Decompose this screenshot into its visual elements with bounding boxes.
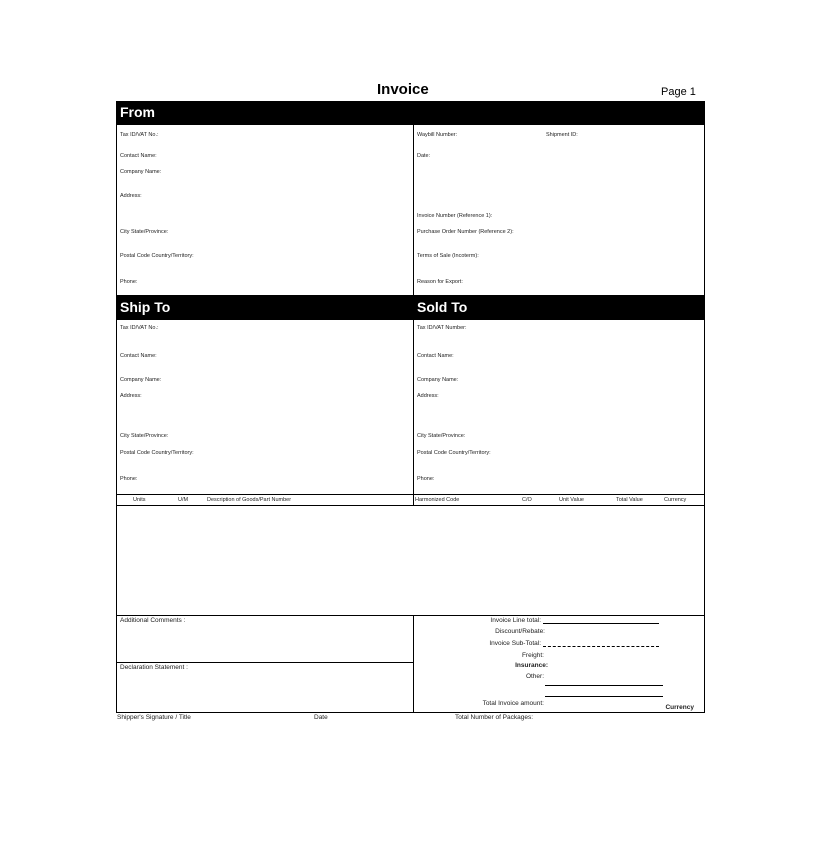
reason-for-export-label: Reason for Export: xyxy=(417,279,463,285)
subtotal-label: Invoice Sub-Total: xyxy=(489,640,541,647)
from-contact-name-label: Contact Name: xyxy=(120,153,157,159)
invoice-title: Invoice xyxy=(377,81,429,98)
page-number: Page 1 xyxy=(661,86,696,98)
other-line-1 xyxy=(545,685,663,686)
insurance-label: Insurance: xyxy=(515,662,548,669)
ship-to-postal-label: Postal Code Country/Territory: xyxy=(120,450,194,456)
ship-sold-divider xyxy=(413,319,414,495)
from-phone-label: Phone: xyxy=(120,279,138,285)
ship-to-address-label: Address: xyxy=(120,393,142,399)
waybill-number-label: Waybill Number: xyxy=(417,132,458,138)
subtotal-line xyxy=(543,646,659,647)
col-currency: Currency xyxy=(664,497,687,503)
col-units: Units xyxy=(133,497,146,503)
ship-to-phone-label: Phone: xyxy=(120,476,138,482)
ship-to-company-name-label: Company Name: xyxy=(120,377,162,383)
from-tax-id-label: Tax ID/VAT No.: xyxy=(120,132,159,138)
sold-to-contact-name-label: Contact Name: xyxy=(417,353,454,359)
items-header-divider xyxy=(116,505,705,506)
ship-to-city-label: City State/Province: xyxy=(120,433,169,439)
sold-to-company-name-label: Company Name: xyxy=(417,377,459,383)
from-box xyxy=(116,124,705,296)
col-total-value: Total Value xyxy=(616,497,643,503)
from-postal-label: Postal Code Country/Territory: xyxy=(120,253,194,259)
from-divider xyxy=(413,124,414,296)
po-number-label: Purchase Order Number (Reference 2): xyxy=(417,229,514,235)
col-unit-value: Unit Value xyxy=(559,497,584,503)
invoice-line-total-label: Invoice Line total: xyxy=(490,617,541,624)
items-header-split xyxy=(413,494,414,505)
from-company-name-label: Company Name: xyxy=(120,169,162,175)
shipment-id-label: Shipment ID: xyxy=(546,132,578,138)
declaration-statement-label: Declaration Statement : xyxy=(120,664,188,671)
sold-to-heading: Sold To xyxy=(413,296,705,319)
sold-to-tax-id-label: Tax ID/VAT Number: xyxy=(417,325,467,331)
totals-box xyxy=(413,615,705,713)
col-description: Description of Goods/Part Number xyxy=(207,497,292,503)
freight-label: Freight: xyxy=(521,652,544,659)
total-packages-label: Total Number of Packages: xyxy=(455,714,534,721)
col-co: C/O xyxy=(522,497,532,503)
ship-to-contact-name-label: Contact Name: xyxy=(120,353,157,359)
ship-to-tax-id-label: Tax ID/VAT No.: xyxy=(120,325,159,331)
ship-sold-box xyxy=(116,319,705,495)
sold-to-address-label: Address: xyxy=(417,393,439,399)
other-line-2 xyxy=(545,696,663,697)
invoice-number-label: Invoice Number (Reference 1): xyxy=(417,213,493,219)
currency-label: Currency xyxy=(665,704,694,711)
col-um: U/M xyxy=(178,497,189,503)
footer-date-label: Date xyxy=(314,714,328,721)
items-table xyxy=(116,494,705,616)
discount-label: Discount/Rebate: xyxy=(495,628,545,635)
from-heading: From xyxy=(116,101,705,124)
comments-divider xyxy=(116,662,414,663)
terms-of-sale-label: Terms of Sale (Incoterm): xyxy=(417,253,479,259)
sold-to-city-label: City State/Province: xyxy=(417,433,466,439)
additional-comments-label: Additional Comments : xyxy=(120,617,186,624)
ship-to-heading: Ship To xyxy=(116,296,414,319)
from-address-label: Address: xyxy=(120,193,142,199)
from-city-label: City State/Province: xyxy=(120,229,169,235)
other-label: Other: xyxy=(525,673,544,680)
invoice-line-total-line xyxy=(543,623,659,624)
sold-to-phone-label: Phone: xyxy=(417,476,435,482)
date-label: Date: xyxy=(417,153,431,159)
sold-to-postal-label: Postal Code Country/Territory: xyxy=(417,450,491,456)
shipper-signature-label: Shipper's Signature / Title xyxy=(117,714,191,721)
total-invoice-amount-label: Total Invoice amount: xyxy=(482,700,544,707)
col-harmonized-code: Harmonized Code xyxy=(415,497,460,503)
